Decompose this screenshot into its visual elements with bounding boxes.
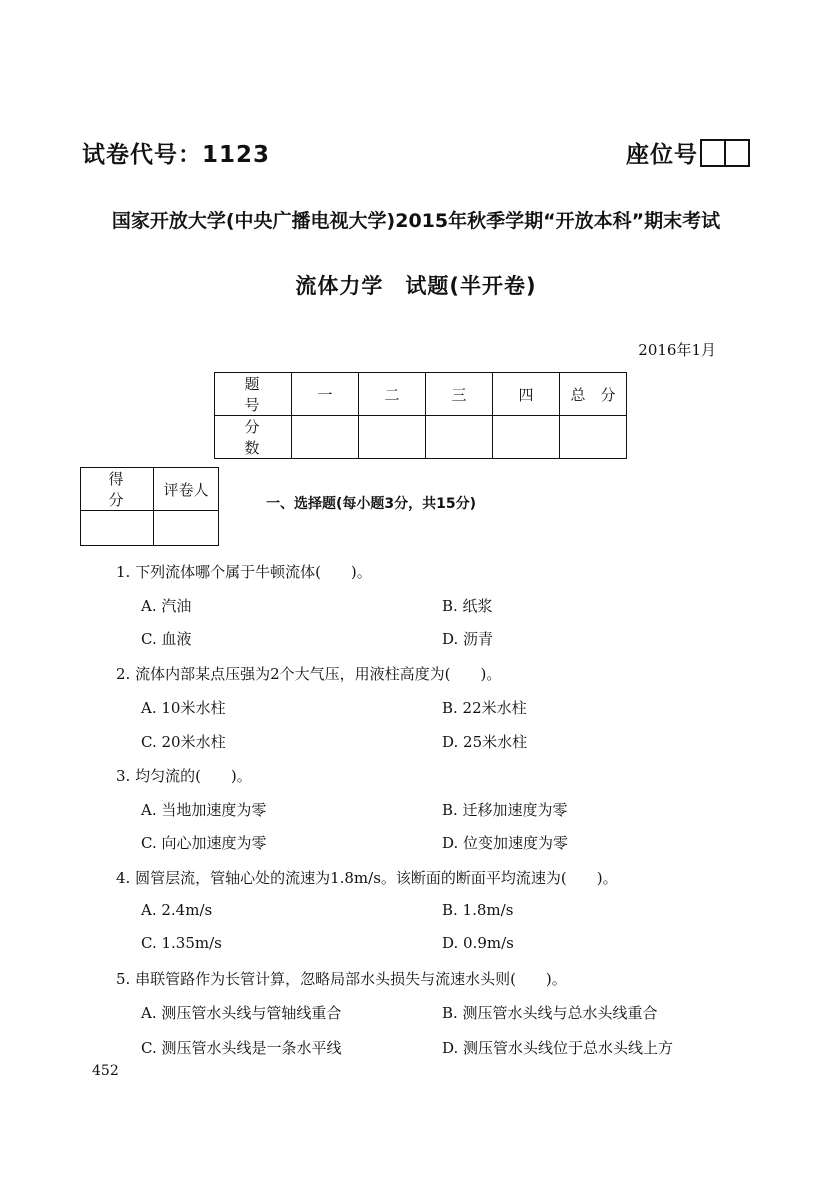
score-cell: 分 数 <box>215 416 292 459</box>
page-number: 452 <box>92 1063 119 1079</box>
score-input-cell <box>292 416 359 459</box>
seat-label: 座位号 <box>626 142 698 168</box>
score-cell: 四 <box>493 373 560 416</box>
grader-table <box>80 467 219 546</box>
option-d: D. 测压管水头线位于总水头线上方 <box>442 1039 674 1057</box>
option-a: A. 10米水柱 <box>141 699 226 717</box>
exam-date: 2016年1月 <box>638 341 716 359</box>
option-a: A. 汽油 <box>141 597 192 615</box>
grader-cell: 得 分 <box>81 468 154 511</box>
option-c: C. 1.35m/s <box>141 934 222 952</box>
seat-number <box>626 136 750 169</box>
option-a: A. 2.4m/s <box>141 901 213 919</box>
score-input-cell <box>359 416 426 459</box>
question-stem: 4. 圆管层流，管轴心处的流速为1.8m/s。该断面的断面平均流速为( )。 <box>116 869 618 887</box>
option-b: B. 迁移加速度为零 <box>442 801 568 819</box>
option-b: B. 22米水柱 <box>442 699 527 717</box>
option-d: D. 位变加速度为零 <box>442 834 569 852</box>
score-cell: 二 <box>359 373 426 416</box>
option-a: A. 当地加速度为零 <box>141 801 267 819</box>
option-c: C. 向心加速度为零 <box>141 834 267 852</box>
question-stem: 2. 流体内部某点压强为2个大气压，用液柱高度为( )。 <box>116 665 502 683</box>
option-b: B. 测压管水头线与总水头线重合 <box>442 1004 658 1022</box>
score-input-cell <box>426 416 493 459</box>
score-table <box>214 372 627 459</box>
seat-box <box>700 139 726 167</box>
option-b: B. 纸浆 <box>442 597 493 615</box>
seat-boxes <box>700 139 750 167</box>
subject-title: 流体力学 试题(半开卷) <box>295 274 537 298</box>
grader-input-cell <box>81 511 154 546</box>
section-heading: 一、选择题(每小题3分，共15分) <box>266 496 477 512</box>
grader-table-header-row <box>81 468 219 511</box>
score-input-cell <box>493 416 560 459</box>
option-d: D. 沥青 <box>442 630 494 648</box>
option-c: C. 血液 <box>141 630 192 648</box>
question-stem: 1. 下列流体哪个属于牛顿流体( )。 <box>116 563 372 581</box>
exam-title: 国家开放大学(中央广播电视大学)2015年秋季学期“开放本科”期末考试 <box>111 210 721 232</box>
option-a: A. 测压管水头线与管轴线重合 <box>141 1004 342 1022</box>
score-cell: 三 <box>426 373 493 416</box>
grader-cell: 评卷人 <box>154 468 219 511</box>
grader-table-blank-row <box>81 511 219 546</box>
score-cell: 一 <box>292 373 359 416</box>
paper-code: 试卷代号：1123 <box>82 142 271 168</box>
option-b: B. 1.8m/s <box>442 901 514 919</box>
option-c: C. 20米水柱 <box>141 733 226 751</box>
score-table-value-row <box>215 416 627 459</box>
grader-input-cell <box>154 511 219 546</box>
score-cell: 题 号 <box>215 373 292 416</box>
score-table-header-row <box>215 373 627 416</box>
option-d: D. 25米水柱 <box>442 733 528 751</box>
question-stem: 3. 均匀流的( )。 <box>116 767 252 785</box>
score-input-cell <box>560 416 627 459</box>
score-cell: 总 分 <box>560 373 627 416</box>
seat-box <box>726 139 750 167</box>
question-stem: 5. 串联管路作为长管计算，忽略局部水头损失与流速水头则( )。 <box>116 970 567 988</box>
option-c: C. 测压管水头线是一条水平线 <box>141 1039 342 1057</box>
option-d: D. 0.9m/s <box>442 934 514 952</box>
